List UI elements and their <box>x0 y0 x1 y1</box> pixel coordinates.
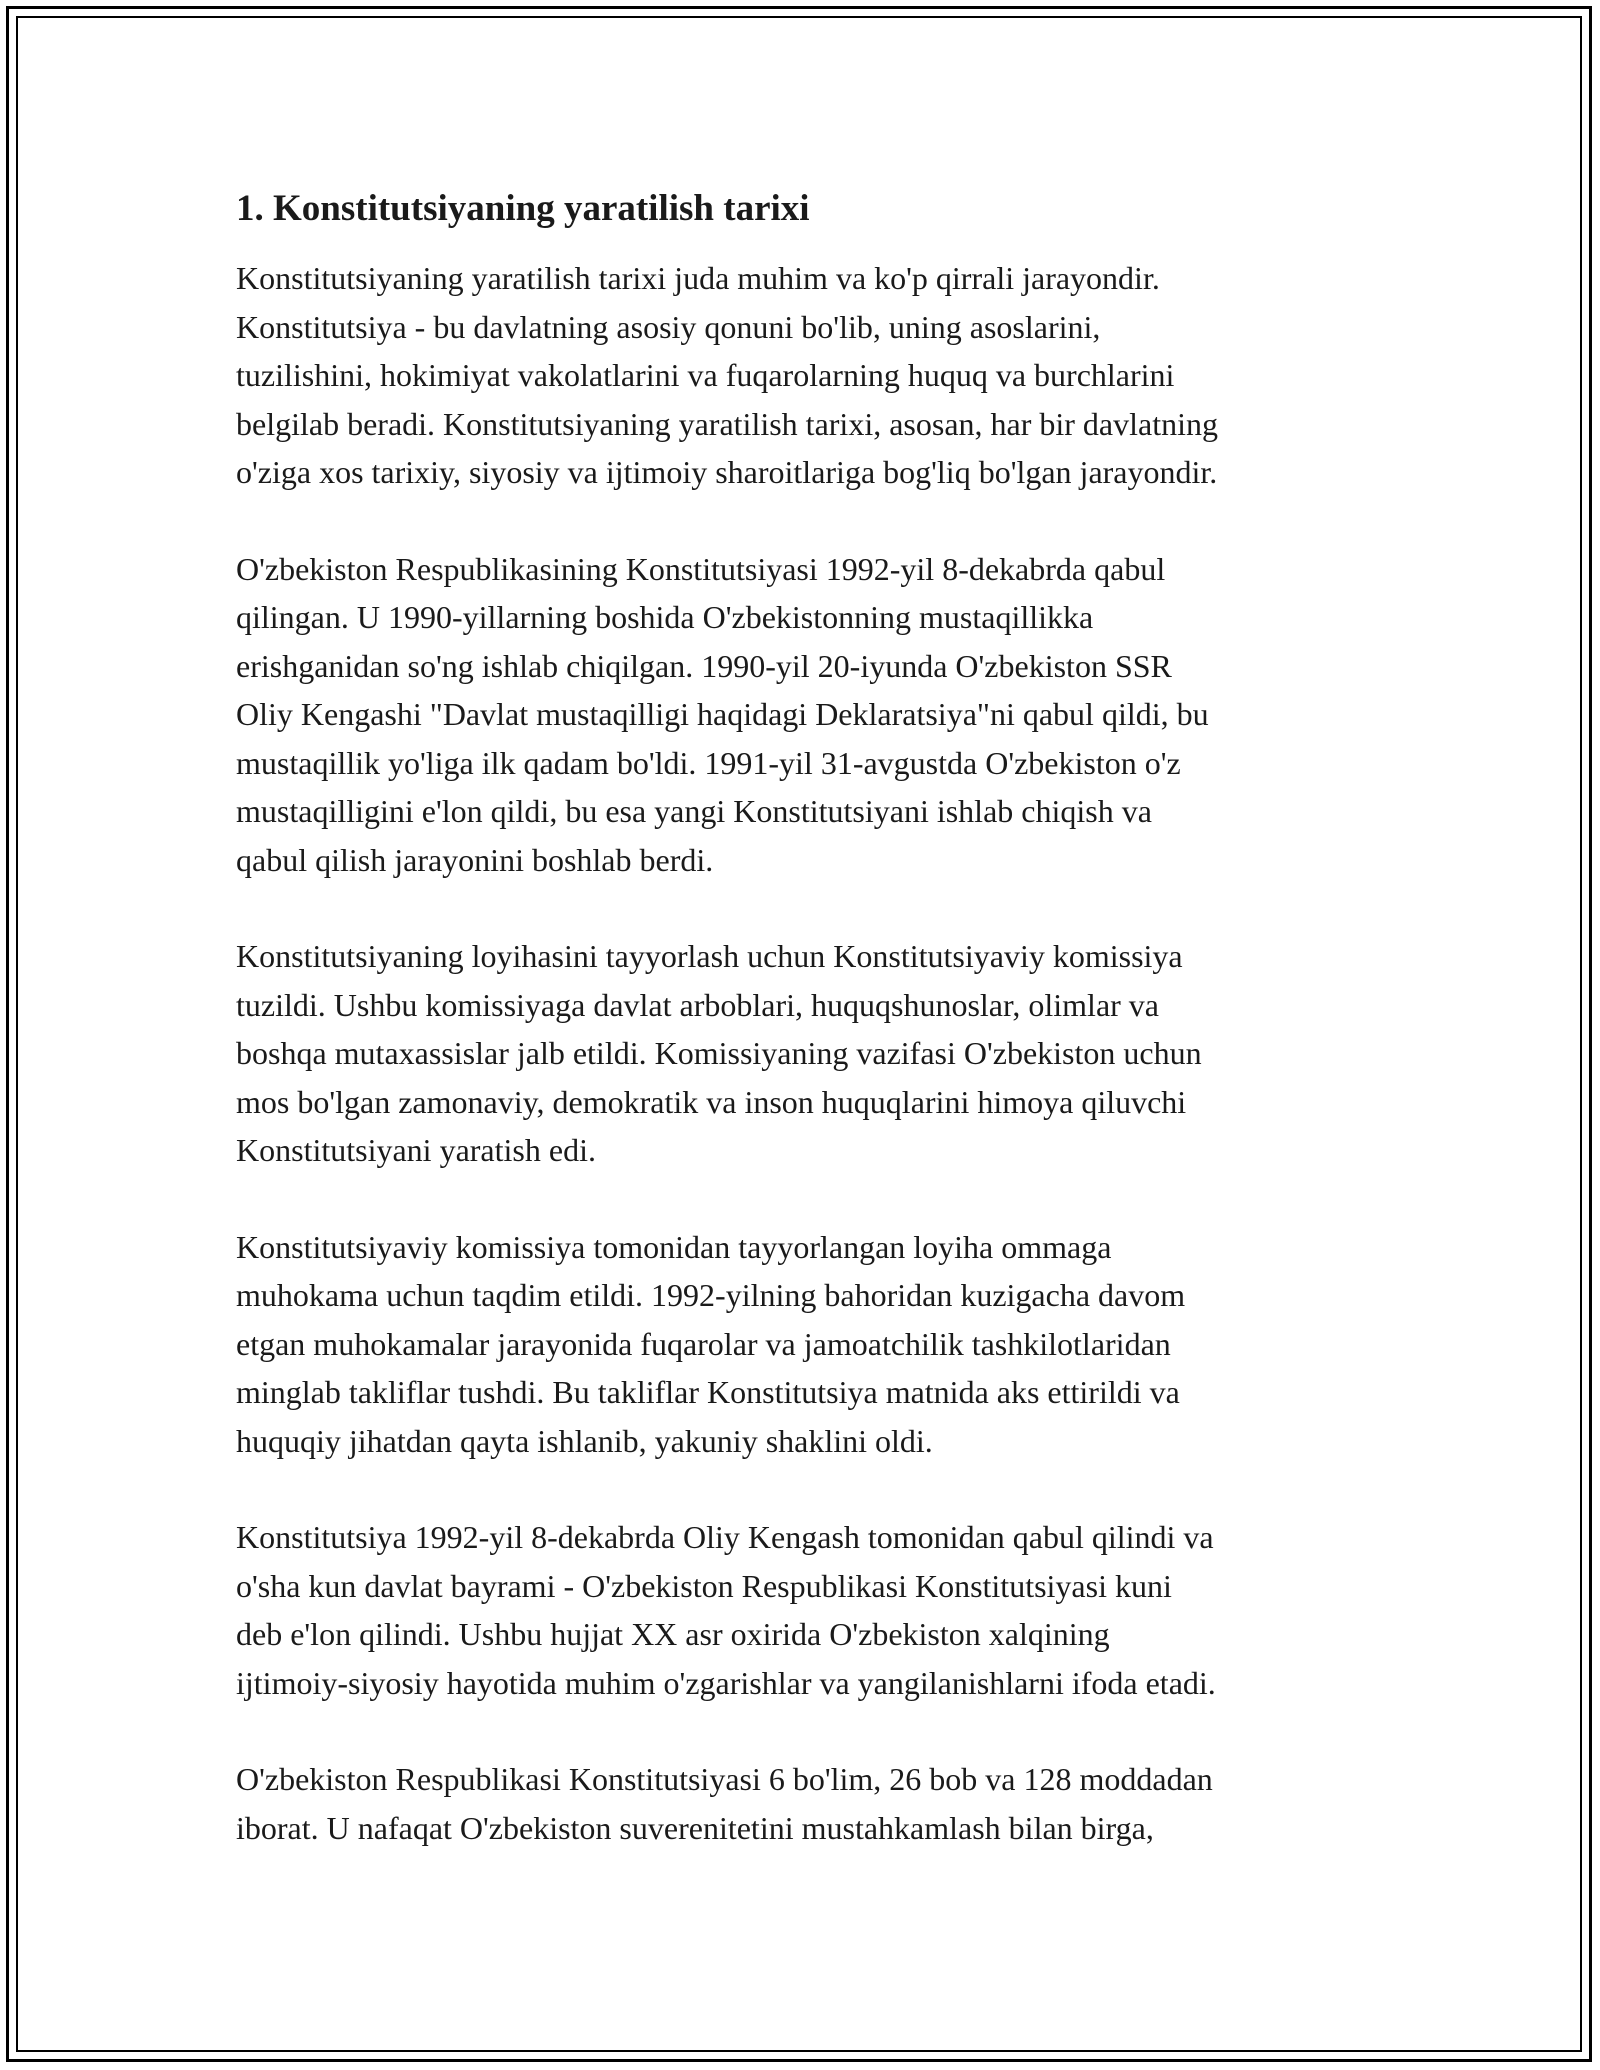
paragraph <box>236 545 1386 885</box>
paragraph-line: O'zbekiston Respublikasining Konstitutsiyasi 1992-yil 8-dekabrda qabul <box>236 550 1166 587</box>
paragraph-line: Oliy Kengashi "Davlat mustaqilligi haqidagi Deklaratsiya"ni qabul qildi, bu <box>236 696 1209 732</box>
paragraph-line: mos bo'lgan zamonaviy, demokratik va inson huquqlarini himoya qiluvchi <box>236 1083 1187 1120</box>
paragraph <box>236 932 1386 1175</box>
paragraph-line: mustaqillik yo'liga ilk qadam bo'ldi. 1991-yil 31-avgustda O'zbekiston o'z <box>236 744 1181 781</box>
paragraph-list <box>236 254 1386 1852</box>
paragraph-line: O'zbekiston Respublikasi Konstitutsiyasi 6 bo'lim, 26 bob va 128 moddadan <box>236 1761 1213 1797</box>
paragraph-line: o'sha kun davlat bayrami - O'zbekiston Respublikasi Konstitutsiyasi kuni <box>236 1567 1172 1604</box>
paragraph-line: Konstitutsiyaviy komissiya tomonidan tayyorlangan loyiha ommaga <box>236 1228 1112 1265</box>
paragraph-line: Konstitutsiyani yaratish edi. <box>236 1132 596 1168</box>
paragraph <box>236 1755 1386 1852</box>
paragraph-line: o'ziga xos tarixiy, siyosiy va ijtimoiy sharoitlariga bog'liq bo'lgan jarayondir. <box>236 454 1218 490</box>
paragraph-line: etgan muhokamalar jarayonida fuqarolar va jamoatchilik tashkilotlaridan <box>236 1325 1171 1362</box>
paragraph-line: Konstitutsiyaning loyihasini tayyorlash uchun Konstitutsiyaviy komissiya <box>236 938 1183 974</box>
paragraph-line: huquqiy jihatdan qayta ishlanib, yakuniy shaklini oldi. <box>236 1422 933 1459</box>
paragraph-line: Konstitutsiyaning yaratilish tarixi juda muhim va ko'p qirrali jarayondir. <box>236 260 1160 296</box>
paragraph-line: iborat. U nafaqat O'zbekiston suverenitetini mustahkamlash bilan birga, <box>236 1809 1154 1846</box>
paragraph-line: belgilab beradi. Konstitutsiyaning yaratilish tarixi, asosan, har bir davlatning <box>236 405 1218 442</box>
paragraph-line: ijtimoiy-siyosiy hayotida muhim o'zgarishlar va yangilanishlarni ifoda etadi. <box>236 1664 1216 1701</box>
paragraph-line: minglab takliflar tushdi. Bu takliflar Konstitutsiya matnida aks ettirildi va <box>236 1374 1180 1410</box>
paragraph <box>236 254 1386 497</box>
paragraph-line: tuzilishini, hokimiyat vakolatlarini va fuqarolarning huquq va burchlarini <box>236 357 1175 393</box>
paragraph-line: qilingan. U 1990-yillarning boshida O'zbekistonning mustaqillikka <box>236 599 1094 635</box>
paragraph-line: mustaqilligini e'lon qildi, bu esa yangi Konstitutsiyani ishlab chiqish va <box>236 793 1152 829</box>
paragraph-line: Konstitutsiya - bu davlatning asosiy qonuni bo'lib, uning asoslarini, <box>236 308 1101 345</box>
paragraph-line: boshqa mutaxassislar jalb etildi. Komissiyaning vazifasi O'zbekiston uchun <box>236 1035 1202 1071</box>
paragraph-line: tuzildi. Ushbu komissiyaga davlat arboblari, huquqshunoslar, olimlar va <box>236 986 1159 1023</box>
paragraph-line: muhokama uchun taqdim etildi. 1992-yilning bahoridan kuzigacha davom <box>236 1277 1186 1313</box>
section-heading: 1. Konstitutsiyaning yaratilish tarixi <box>236 188 810 229</box>
paragraph <box>236 1513 1386 1707</box>
paragraph-line: erishganidan so'ng ishlab chiqilgan. 1990-yil 20-iyunda O'zbekiston SSR <box>236 647 1172 684</box>
paragraph <box>236 1223 1386 1466</box>
paragraph-line: deb e'lon qilindi. Ushbu hujjat XX asr oxirida O'zbekiston xalqining <box>236 1616 1110 1652</box>
paragraph-line: Konstitutsiya 1992-yil 8-dekabrda Oliy Kengash tomonidan qabul qilindi va <box>236 1519 1214 1555</box>
document-body <box>236 186 1386 1900</box>
paragraph-line: qabul qilish jarayonini boshlab berdi. <box>236 841 714 878</box>
